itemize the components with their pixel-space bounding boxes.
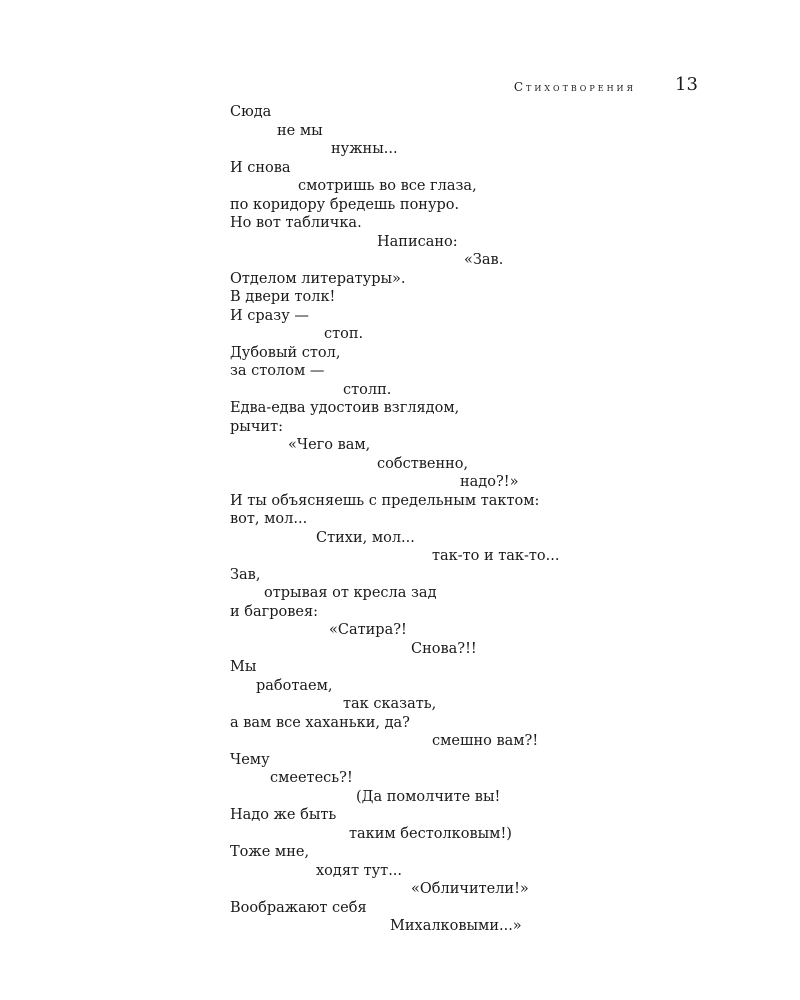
poem-line: (Да помолчите вы! xyxy=(356,788,501,805)
poem-line: так-то и так-то... xyxy=(432,548,560,564)
poem-line: вот, мол... xyxy=(230,511,308,527)
poem-line: по коридору бредешь понуро. xyxy=(230,196,460,213)
poem-line: Стихи, мол... xyxy=(316,529,415,546)
poem-line: И сразу — xyxy=(230,307,309,324)
poem-line: так сказать, xyxy=(343,696,437,712)
poem-line: смешно вам?! xyxy=(432,733,539,749)
poem-line: «Обличители!» xyxy=(411,881,529,897)
poem-line: В двери толк! xyxy=(230,289,336,305)
poem-line: таким бестолковым!) xyxy=(349,825,512,842)
running-title: Стихотворения xyxy=(513,80,636,94)
poem-line: Тоже мне, xyxy=(230,844,310,860)
poem-line: а вам все хаханьки, да? xyxy=(230,714,410,731)
poem-line: Мы xyxy=(230,659,257,675)
poem-line: работаем, xyxy=(256,677,333,694)
poem-line: нужны... xyxy=(331,141,398,157)
poem-line: «Сатира?! xyxy=(329,622,407,638)
poem-line: стоп. xyxy=(324,326,364,342)
poem-line: Воображают себя xyxy=(230,899,367,916)
poem-line: Чему xyxy=(230,751,270,768)
page-number: 13 xyxy=(675,74,698,95)
poem-line: Дубовый стол, xyxy=(230,344,341,361)
poem-line: и багровея: xyxy=(230,603,319,620)
poem-line: Сюда xyxy=(230,104,272,120)
page-header xyxy=(0,74,800,98)
poem-line: не мы xyxy=(277,122,323,139)
poem-line: отрывая от кресла зад xyxy=(264,585,437,601)
poem-line: столп. xyxy=(343,381,392,398)
poem-line: Надо же быть xyxy=(230,807,337,823)
poem-line: собственно, xyxy=(377,455,469,472)
poem-line: надо?!» xyxy=(460,474,519,490)
poem-line: «Чего вам, xyxy=(288,437,371,453)
poem-line: Написано: xyxy=(377,233,458,250)
poem-line: за столом — xyxy=(230,363,325,379)
poem-line: Зав, xyxy=(230,566,261,583)
poem-line: смеетесь?! xyxy=(270,770,353,786)
poem-line: Едва-едва удостоив взглядом, xyxy=(230,400,460,416)
poem-line: И снова xyxy=(230,159,291,176)
poem-line: Михалковыми...» xyxy=(390,918,522,934)
poem-line: «Зав. xyxy=(464,252,504,268)
poem-line: И ты объясняешь с предельным тактом: xyxy=(230,492,540,509)
poem-line: рычит: xyxy=(230,418,283,435)
poem-line: смотришь во все глаза, xyxy=(298,178,477,194)
poem-line: Отделом литературы». xyxy=(230,270,406,287)
poem-line: Снова?!! xyxy=(411,640,477,657)
poem-line: ходят тут... xyxy=(316,862,403,879)
poem-line: Но вот табличка. xyxy=(230,215,362,231)
poem-text xyxy=(230,103,630,936)
